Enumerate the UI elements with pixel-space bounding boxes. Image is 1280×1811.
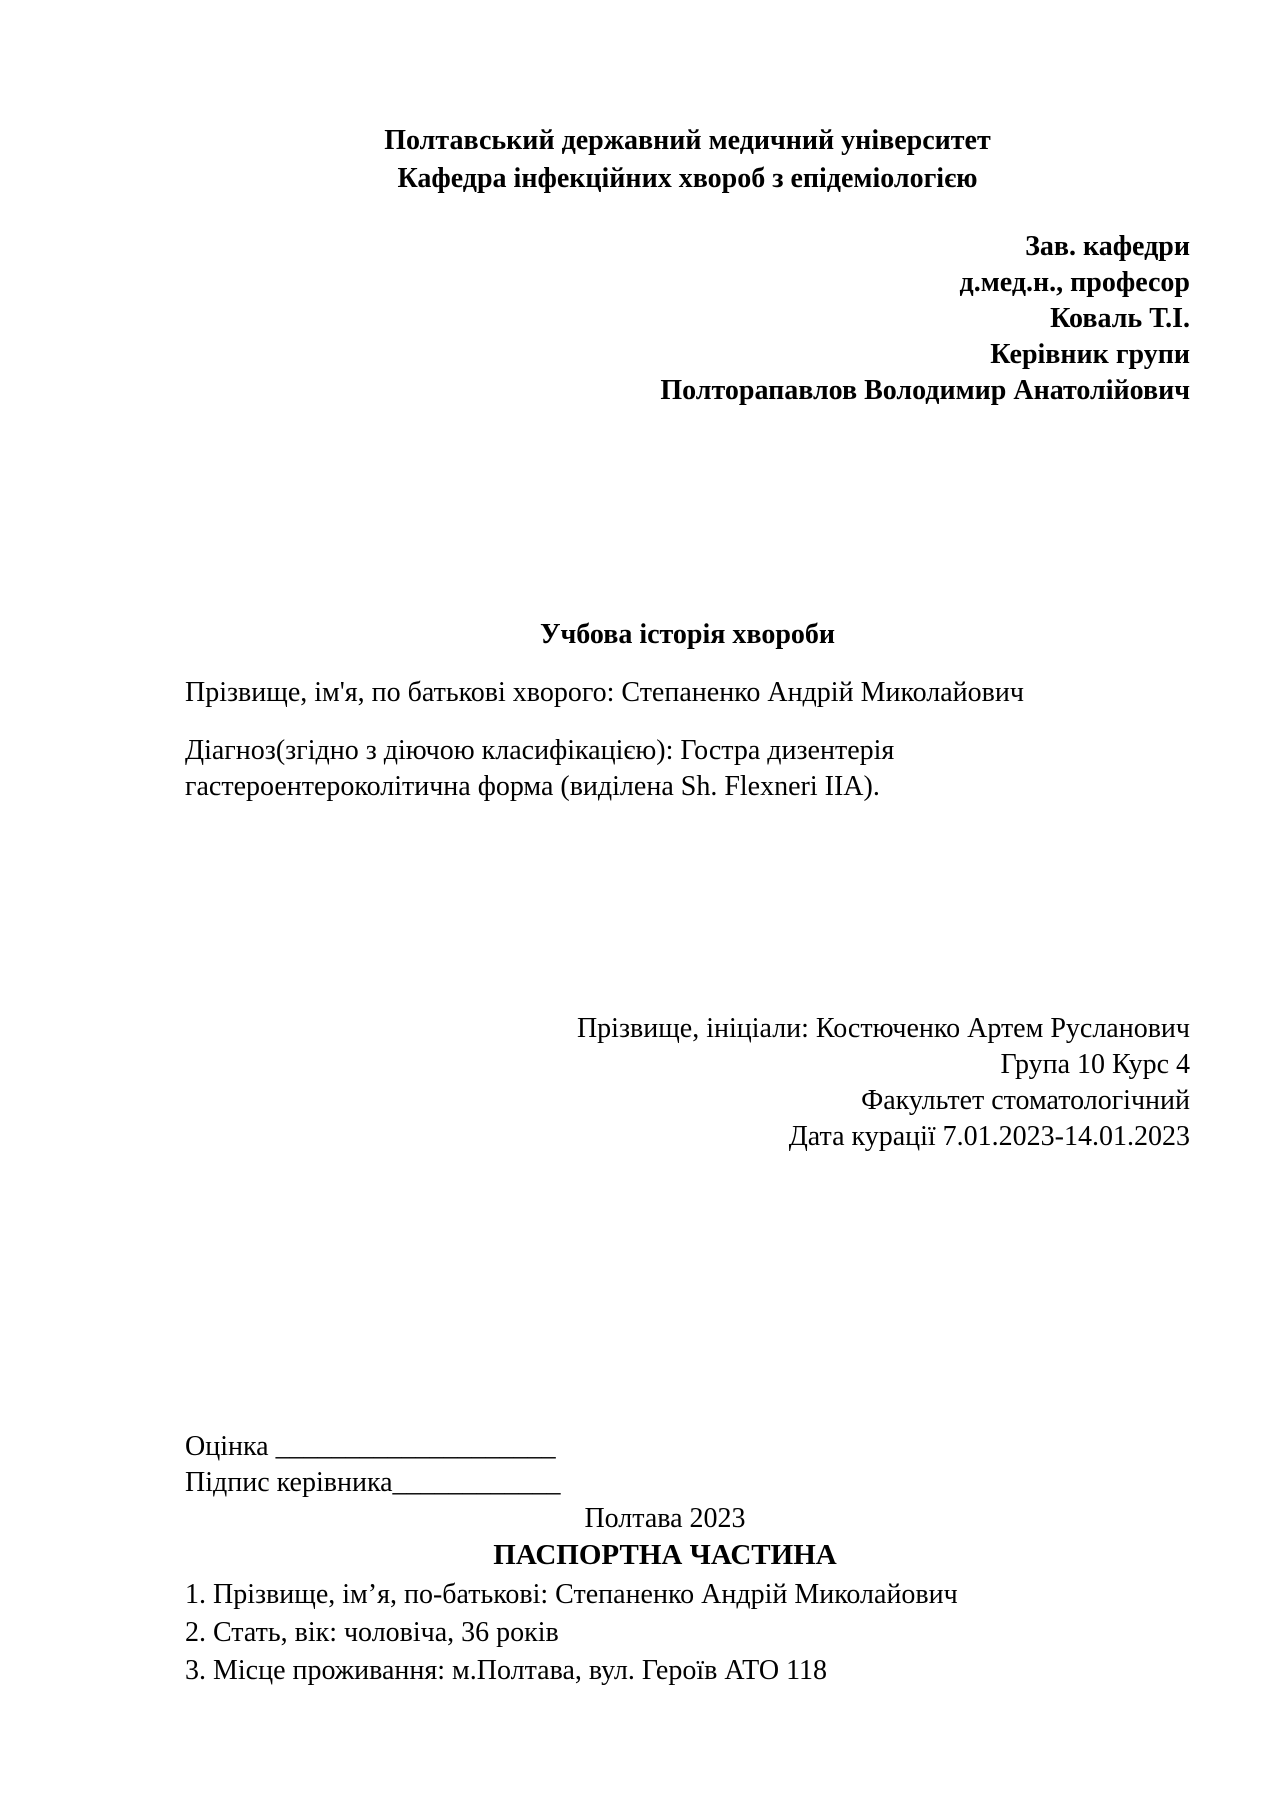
grade-line: Оцінка ____________________ xyxy=(185,1431,556,1462)
signature-line: Підпис керівника____________ xyxy=(185,1467,561,1498)
curation-dates: Дата курації 7.01.2023-14.01.2023 xyxy=(788,1121,1190,1152)
group-leader-title: Керівник групи xyxy=(990,339,1190,370)
diagnosis-line-2: гастероентероколітична форма (виділена Sh. Flexneri IIA). xyxy=(185,771,880,802)
document-title: Учбова історія хвороби xyxy=(539,619,836,650)
student-name: Прізвище, ініціали: Костюченко Артем Русланович xyxy=(576,1013,1190,1044)
university-name: Полтавський державний медичний університет xyxy=(384,125,991,156)
student-group: Група 10 Курс 4 xyxy=(1000,1049,1190,1080)
head-of-department-title: Зав. кафедри xyxy=(1025,231,1190,262)
passport-item: 1. Прізвище, ім’я, по-батькові: Степаненко Андрій Миколайович xyxy=(185,1579,958,1610)
city-year: Полтава 2023 xyxy=(584,1503,746,1534)
department-name: Кафедра інфекційних хвороб з епідеміологією xyxy=(397,163,978,194)
passport-heading: ПАСПОРТНА ЧАСТИНА xyxy=(493,1539,837,1571)
passport-item: 3. Місце проживання: м.Полтава, вул. Героїв АТО 118 xyxy=(185,1655,828,1686)
group-leader-name: Полторапавлов Володимир Анатолійович xyxy=(660,375,1190,406)
passport-item: 2. Стать, вік: чоловіча, 36 років xyxy=(185,1617,559,1648)
head-of-department-degree: д.мед.н., професор xyxy=(959,267,1190,298)
diagnosis-line-1: Діагноз(згідно з діючою класифікацією): Гостра дизентерія xyxy=(185,735,895,766)
student-faculty: Факультет стоматологічний xyxy=(861,1085,1190,1116)
patient-name: Прізвище, ім'я, по батькові хворого: Степаненко Андрій Миколайович xyxy=(185,677,1024,708)
head-of-department-name: Коваль Т.І. xyxy=(1050,303,1190,334)
